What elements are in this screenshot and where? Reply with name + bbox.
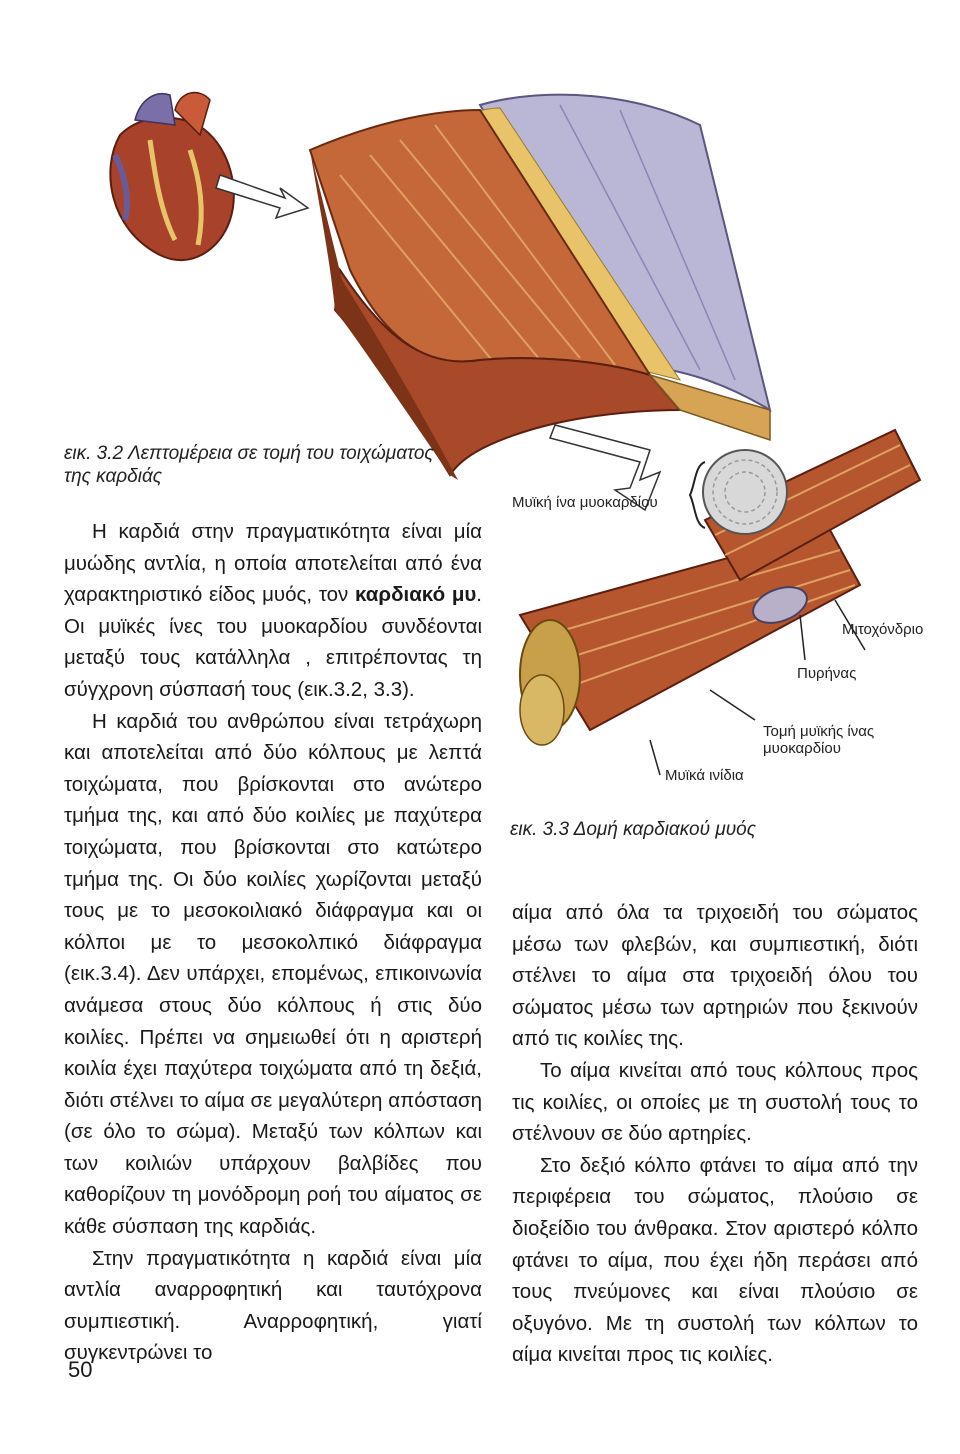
label-mitochondrion: Μιτοχόνδριο: [842, 621, 924, 638]
page-number: 50: [68, 1357, 93, 1382]
figure-3-3-caption: εικ. 3.3 Δομή καρδιακού μυός: [510, 819, 756, 840]
right-paragraph-2: Το αίμα κινείται από τους κόλπους προς τις κοιλίες, οι οποίες με τη συστολή τους το στέλνουν σε δύο αρτηρίες.: [512, 1058, 918, 1146]
fiber-cross-section: [703, 450, 787, 534]
left-paragraph-2: Η καρδιά του ανθρώπου είναι τετράχωρη και αποτελείται από δύο κόλπους με λεπτά τοιχώματα, που βρίσκονται στο ανώτερο τμήμα της, και από δύο κοιλίες με παχύτερα τοιχώματα, που βρίσκονται στο κατώτερο τμήμα της. Οι δύο κοιλίες χωρίζονται μεταξύ τους με το μεσοκοιλιακό διάφραγμα και οι κόλποι με το μεσοκολπικό διάφραγμα (εικ.3.4). Δεν υπάρχει, επομένως, επικοινωνία ανάμεσα στους δύο κόλπους ή στις δύο κοιλίες. Πρέπει να σημειωθεί ότι η αριστερή κοιλία έχει παχύτερα τοιχώματα από τη δεξιά, διότι στέλνει το αίμα σε μεγαλύτερη απόσταση (σε όλο το σώμα). Μεταξύ των κόλπων και των κοιλιών υπάρχουν βαλβίδες που καθορίζουν τη μονόδρομη ροή του αίματος σε κάθε σύσπαση της καρδιάς.: [64, 709, 482, 1239]
label-fiber-section: Τομή μυϊκής ίνας μυοκαρδίου: [763, 723, 875, 757]
heart-icon: [110, 93, 233, 261]
label-muscle-fiber: Μυϊκή ίνα μυοκαρδίου: [512, 494, 658, 511]
right-paragraph-3: Στο δεξιό κόλπο φτάνει το αίμα από την περιφέρεια του σώματος, πλούσιο σε διοξείδιο του άνθρακα. Στον αριστερό κόλπο φτάνει το αίμα, που έχει ήδη περάσει από τους πνεύμονες και είναι πλούσιο σε οξυγόνο. Με τη συστολή των κόλπων το αίμα κινείται προς τις κοιλίες.: [512, 1153, 918, 1367]
left-column: [64, 516, 482, 1369]
label-nucleus: Πυρήνας: [797, 665, 857, 682]
label-myofibrils: Μυϊκά ινίδια: [665, 767, 744, 784]
left-paragraph-1: Η καρδιά στην πραγματικότητα είναι μία μυώδης αντλία, η οποία αποτελείται από ένα χαρακτηριστικό είδος μυός, τον καρδιακό μυ. Οι μυϊκές ίνες του μυοκαρδίου συνδέονται μεταξύ τους κατάλληλα , επιτρέποντας τη σύγχρονη σύσπασή τους (εικ.3.2, 3.3).: [64, 520, 482, 701]
left-paragraph-3: Στην πραγματικότητα η καρδιά είναι μία αντλία αναρροφητική και ταυτόχρονα συμπιεστική. Αναρροφητική, γιατί συγκεντρώνει το: [64, 1246, 482, 1365]
figure-3-2-caption: εικ. 3.2 Λεπτομέρεια σε τομή του τοιχώματος της καρδιάς: [64, 443, 434, 487]
right-column: [512, 897, 918, 1371]
bold-term: καρδιακό μυ: [355, 583, 477, 607]
right-paragraph-1: αίμα από όλα τα τριχοειδή του σώματος μέσω των φλεβών, και συμπιεστική, διότι στέλνει το αίμα στα τριχοειδή όλου του σώματος μέσω των αρτηριών που ξεκινούν από τις κοιλίες της.: [512, 901, 918, 1051]
